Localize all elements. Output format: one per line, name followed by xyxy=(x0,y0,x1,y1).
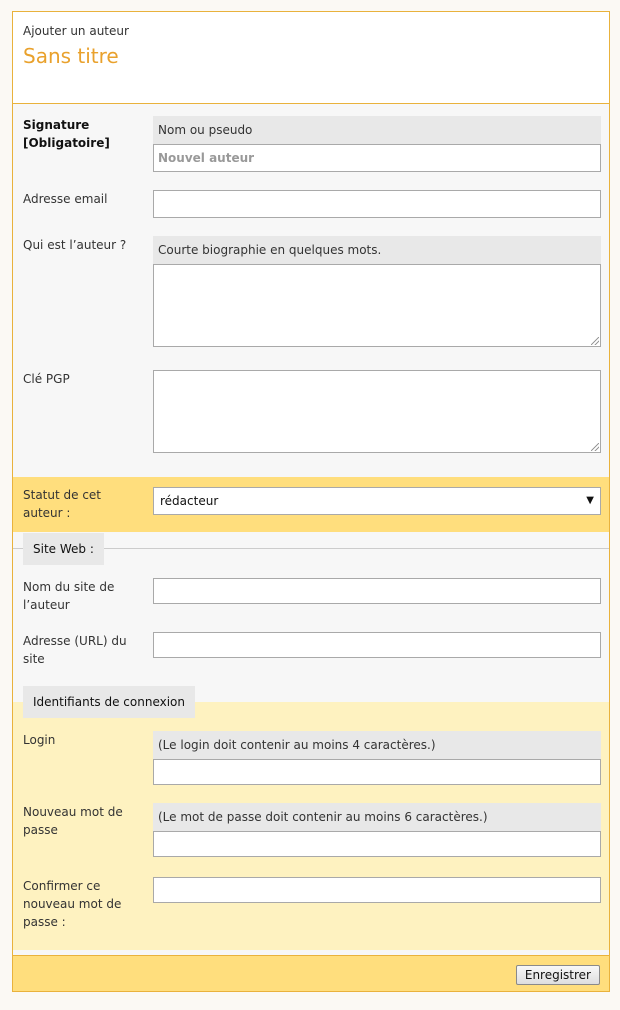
form-footer xyxy=(13,955,609,992)
site-name-label xyxy=(23,578,143,614)
site-name-input[interactable] xyxy=(153,578,601,604)
password-label-line2: passe xyxy=(23,823,58,837)
status-label xyxy=(23,486,143,522)
author-form-panel xyxy=(12,11,610,992)
save-button[interactable]: Enregistrer xyxy=(516,965,600,985)
login-explanation: (Le login doit contenir au moins 4 caractères.) xyxy=(153,731,601,759)
site-url-label xyxy=(23,632,143,668)
website-divider-left xyxy=(13,548,23,549)
signature-explanation: Nom ou pseudo xyxy=(153,116,601,144)
status-selected-value: rédacteur xyxy=(160,494,219,508)
website-legend: Site Web : xyxy=(23,533,104,565)
pgp-label: Clé PGP xyxy=(23,372,70,386)
website-divider xyxy=(93,548,609,549)
form-header xyxy=(13,12,609,104)
confirm-password-input[interactable] xyxy=(153,877,601,903)
password-label-line1: Nouveau mot de xyxy=(23,805,123,819)
page-title: Sans titre xyxy=(23,44,119,68)
status-label-line2: auteur : xyxy=(23,506,71,520)
signature-input[interactable] xyxy=(153,144,601,172)
password-label xyxy=(23,803,143,839)
bio-label: Qui est l’auteur ? xyxy=(23,238,127,252)
confirm-label-line3: passe : xyxy=(23,915,66,929)
site-name-label-line2: l’auteur xyxy=(23,598,70,612)
password-input[interactable] xyxy=(153,831,601,857)
status-select[interactable] xyxy=(153,487,601,515)
form-subtitle: Ajouter un auteur xyxy=(23,24,129,38)
dropdown-arrow-icon: ▼ xyxy=(586,495,594,506)
confirm-label-line2: nouveau mot de xyxy=(23,897,122,911)
bio-explanation: Courte biographie en quelques mots. xyxy=(153,236,601,264)
site-name-label-line1: Nom du site de xyxy=(23,580,115,594)
login-input[interactable] xyxy=(153,759,601,785)
status-label-line1: Statut de cet xyxy=(23,488,102,502)
signature-required-note: [Obligatoire] xyxy=(23,136,110,150)
confirm-password-label xyxy=(23,877,143,931)
confirm-label-line1: Confirmer ce xyxy=(23,879,101,893)
bio-textarea[interactable] xyxy=(153,264,601,347)
signature-label xyxy=(23,116,143,152)
password-explanation: (Le mot de passe doit contenir au moins 6 caractères.) xyxy=(153,803,601,831)
email-field[interactable] xyxy=(153,190,601,218)
signature-label-line1: Signature xyxy=(23,118,90,132)
site-url-label-line1: Adresse (URL) du xyxy=(23,634,127,648)
site-url-input[interactable] xyxy=(153,632,601,658)
site-url-label-line2: site xyxy=(23,652,45,666)
credentials-legend: Identifiants de connexion xyxy=(23,686,195,718)
pgp-textarea[interactable] xyxy=(153,370,601,453)
email-label: Adresse email xyxy=(23,192,108,206)
login-label: Login xyxy=(23,733,56,747)
